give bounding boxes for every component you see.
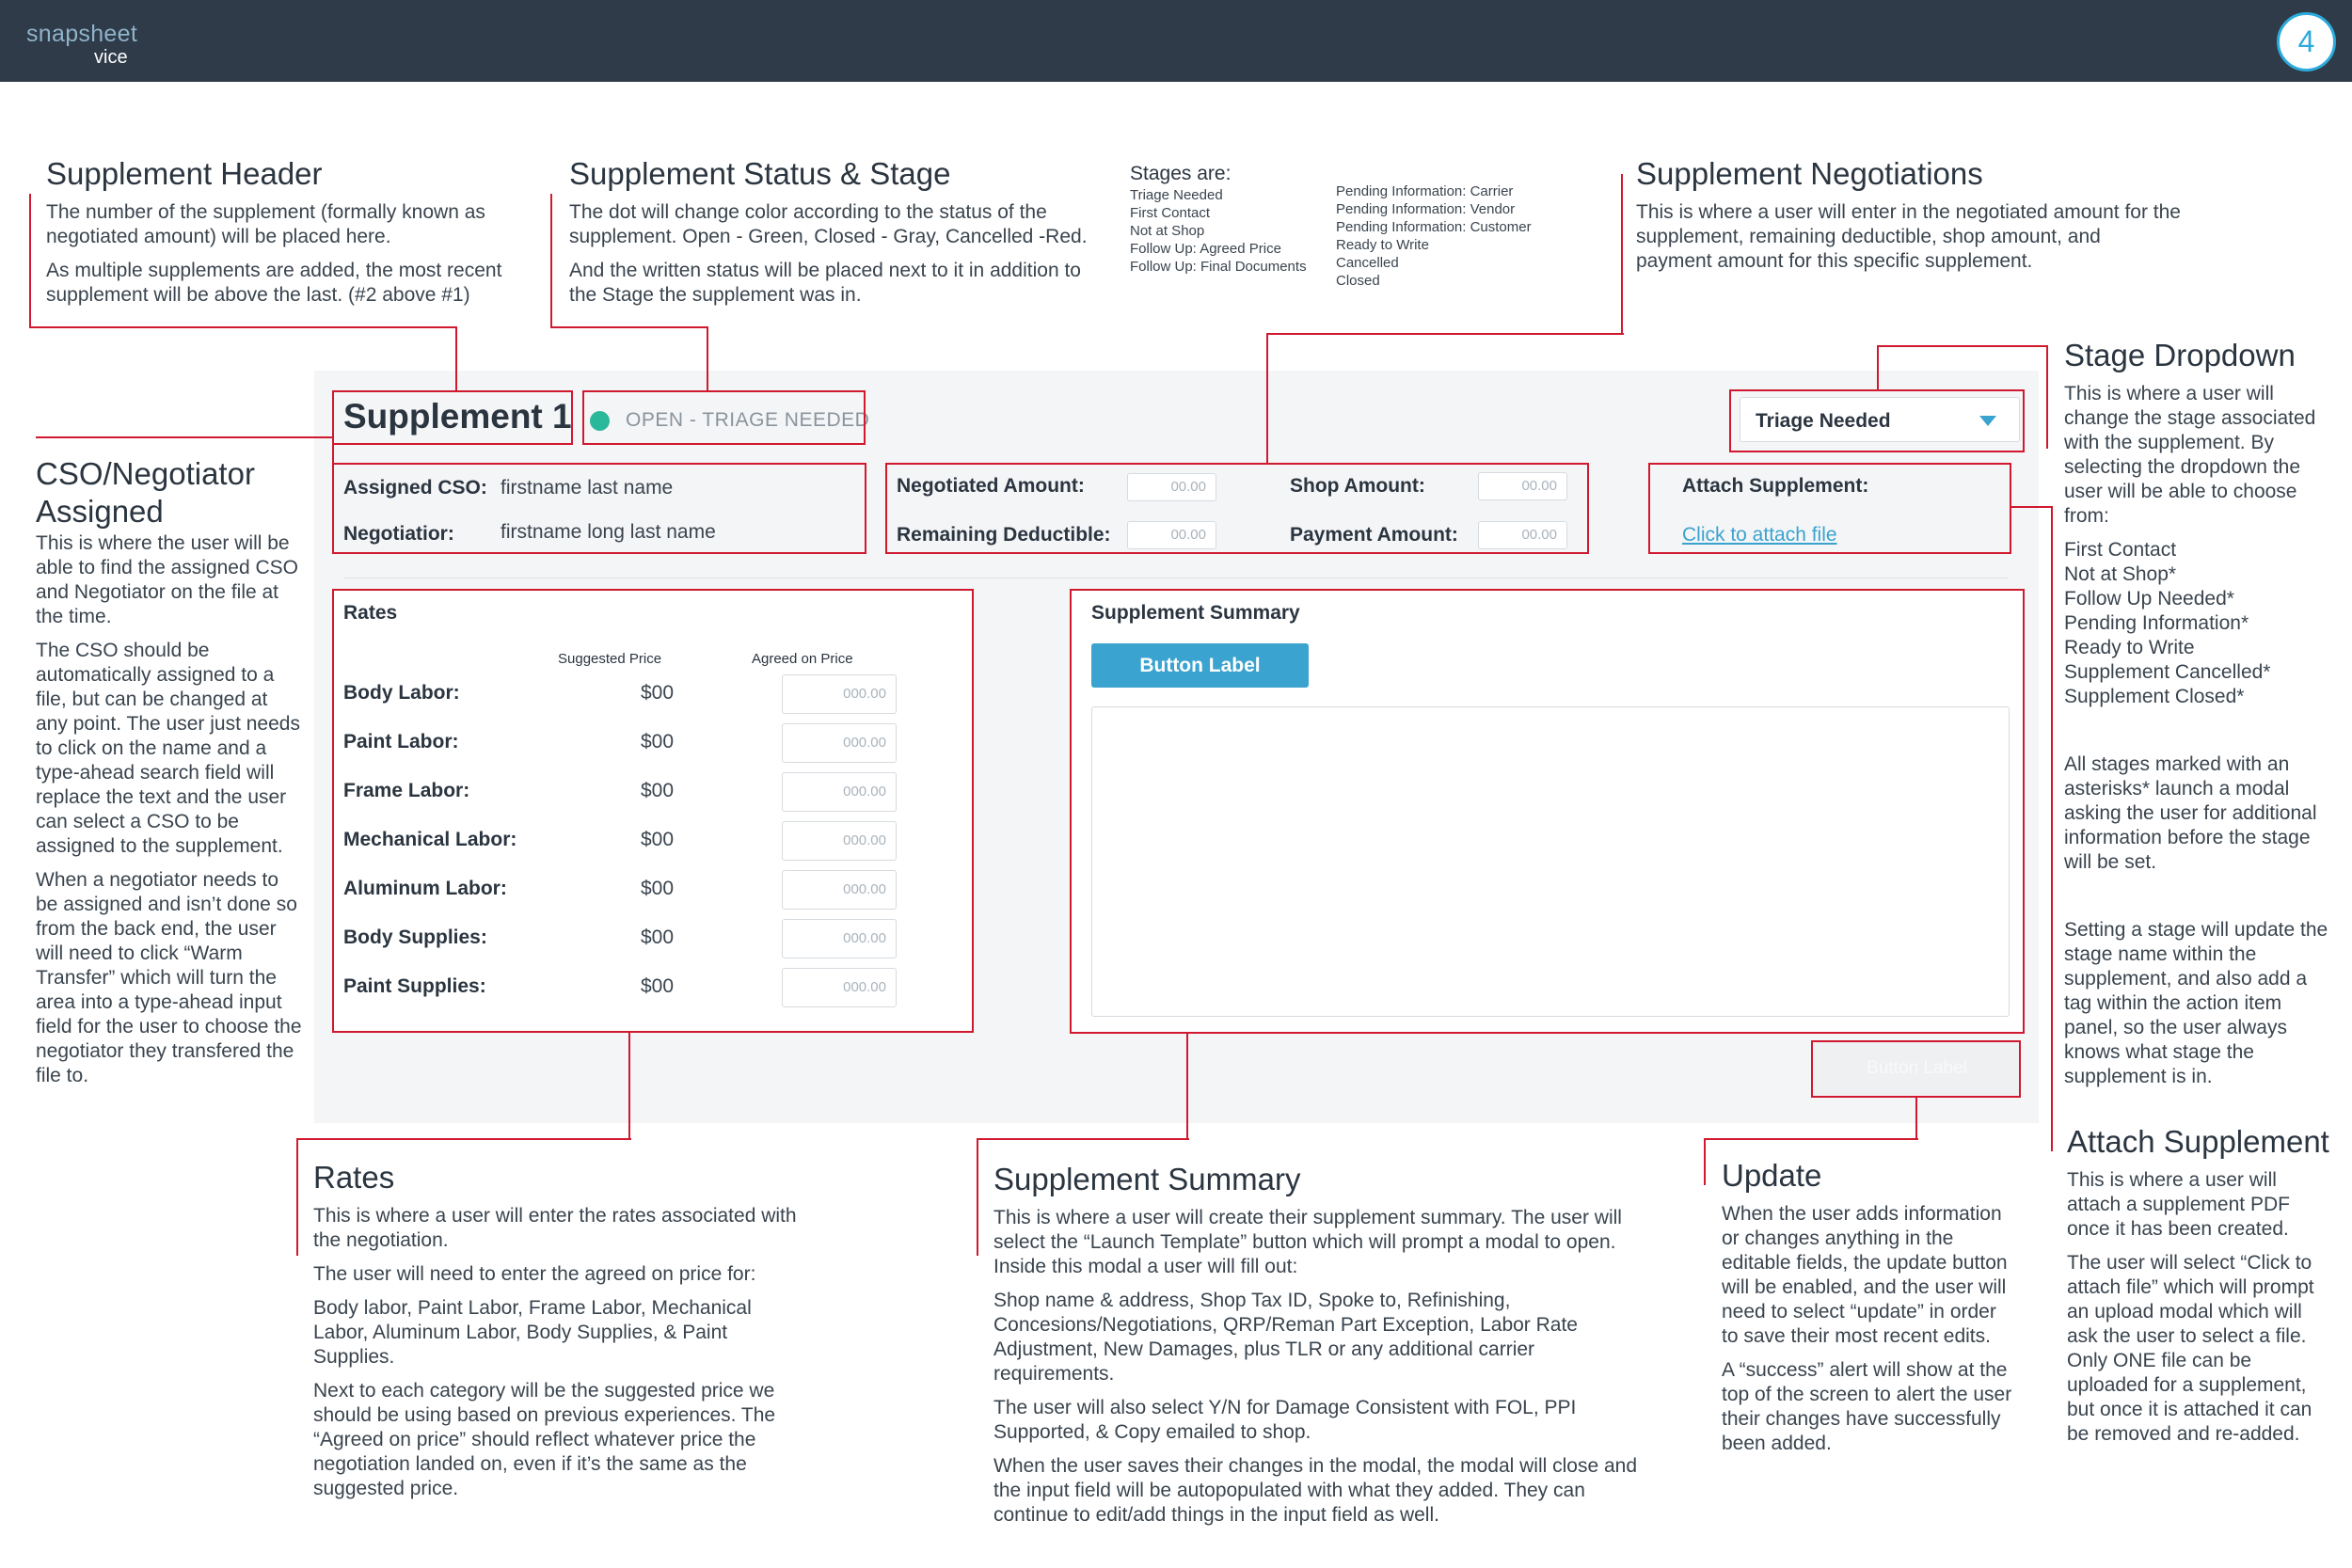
annotation-cso [36,455,304,1088]
agreed-price-input[interactable]: 000.00 [782,723,897,763]
agreed-price-input[interactable]: 000.00 [782,919,897,958]
annotation-text: Shop name & address, Shop Tax ID, Spoke to, Refinishing, Concesions/Negotiations, QRP/Reman Part Exception, Labor Rate Adjustment, New Damages, plus TLR or any additional carrier requirements. [993,1289,1578,1385]
launch-template-button[interactable]: Button Label [1091,643,1309,688]
callout-line [455,327,458,391]
page-number-badge: 4 [2277,12,2336,71]
callout-line [296,1138,631,1256]
suggested-price: $00 [641,927,675,948]
remaining-deductible-input[interactable]: 00.00 [1127,521,1216,549]
stage-option: Follow Up Needed* [2064,587,2234,610]
annotation-title: Update [1722,1158,1822,1193]
stage-item: Not at Shop [1130,223,1205,239]
attach-file-link[interactable]: Click to attach file [1682,524,1837,546]
stage-item: Follow Up: Final Documents [1130,259,1307,275]
rate-label: Aluminum Labor: [343,878,507,899]
highlight-supplement-header [332,390,573,445]
callout-line [36,436,334,506]
status-text: OPEN - TRIAGE NEEDED [626,409,870,431]
payment-amount-label: Payment Amount: [1290,524,1458,546]
annotation-text: This is where a user will enter in the negotiated amount for the supplement, remaining deductible, shop amount, and payment amount for this specific supplement. [1636,200,2181,272]
rate-label: Body Supplies: [343,927,487,948]
highlight-rates [332,589,974,1033]
annotation-title: Attach Supplement [2067,1124,2329,1159]
suggested-price-header: Suggested Price [558,651,662,667]
highlight-summary [1070,589,2025,1034]
rate-label: Mechanical Labor: [343,829,517,850]
annotation-stages-list [1130,163,1563,289]
update-button[interactable]: Button Label [1814,1041,2020,1095]
suggested-price: $00 [641,829,675,850]
stage-option: Not at Shop* [2064,562,2177,585]
agreed-price-input[interactable]: 000.00 [782,821,897,861]
annotation-negotiations [1636,155,2182,274]
stage-option: Supplement Closed* [2064,685,2245,707]
annotation-text: All stages marked with an asterisks* launch a modal asking the user for additional information before the stage will be set. [2064,752,2317,873]
rates-title: Rates [343,602,398,624]
callout-line [1621,174,1624,334]
attach-supplement-label: Attach Supplement: [1682,475,1869,497]
annotation-title: Supplement Summary [993,1162,1301,1196]
negotiated-amount-input[interactable]: 00.00 [1127,473,1216,501]
highlight-status [582,390,866,445]
rate-label: Paint Labor: [343,731,459,752]
stage-item: Cancelled [1336,255,1399,271]
agreed-price-header: Agreed on Price [752,651,853,667]
agreed-price-input[interactable]: 000.00 [782,772,897,812]
annotation-text: This is where a user will enter the rates associated with the negotiation. [313,1204,797,1251]
callout-line [1915,1097,1918,1140]
brand-logo[interactable] [26,21,138,68]
annotation-title: Supplement Header [46,156,323,191]
callout-line [977,1138,1189,1256]
shop-amount-label: Shop Amount: [1290,475,1425,497]
suggested-price: $00 [641,780,675,801]
suggested-price: $00 [641,878,675,899]
annotation-text: The user will also select Y/N for Damage Consistent with FOL, PPI Supported, & Copy emailed to shop. [993,1396,1577,1443]
stage-item: Pending Information: Carrier [1336,183,1514,199]
annotation-text: A “success” alert will show at the top of the screen to alert the user their changes have successfully been added. [1722,1358,2012,1454]
assigned-cso-value[interactable]: firstname last name [501,477,674,499]
annotation-text: The CSO should be automatically assigned to a file, but can be changed at any point. The user just needs to click on the name and a type-ahead search field will replace the text and the user can select a CSO to be assigned to the supplement. [36,640,300,858]
stage-item: Pending Information: Customer [1336,219,1532,235]
annotation-text: Setting a stage will update the stage name within the supplement, and also add a tag within the action item panel, so the user always knows what stage the supplement is in. [2064,918,2328,1087]
annotation-text: This is where a user will create their supplement summary. The user will select the “Launch Template” button which will prompt a modal to open. Inside this modal a user will fill out: [993,1206,1622,1277]
agreed-price-input[interactable]: 000.00 [782,870,897,910]
negotiator-label: Negotiatior: [343,523,454,545]
assigned-cso-label: Assigned CSO: [343,477,487,499]
suggested-price: $00 [641,975,675,997]
annotation-text: When a negotiator needs to be assigned and isn’t done so from the back end, the user will need to click “Warm Transfer” which will turn the area into a type-ahead input field for the user to choose the negotiator they transfered the file to. [36,869,302,1087]
rate-label: Body Labor: [343,682,460,704]
stage-option: First Contact [2064,538,2177,561]
callout-line [1266,333,1269,464]
highlight-negotiations [885,463,1589,554]
negotiated-amount-label: Negotiated Amount: [897,475,1085,497]
callout-line [2010,506,2053,1151]
annotation-attach [2067,1123,2335,1447]
callout-line [707,327,709,391]
agreed-price-input[interactable]: 000.00 [782,674,897,714]
stage-option: Supplement Cancelled* [2064,660,2271,683]
annotation-text: When the user saves their changes in the modal, the modal will close and the input field will be autopopulated with what they added. They can continue to edit/add things in the input field as well. [993,1454,1638,1526]
annotation-update [1722,1157,2013,1456]
stage-option: Pending Information* [2064,611,2249,634]
shop-amount-input[interactable]: 00.00 [1478,472,1567,500]
annotation-title: CSO/Negotiator Assigned [36,456,255,529]
annotation-text: The user will select “Click to attach file” which will prompt an upload modal which will ask the user to select a file. Only ONE file can be uploaded for a supplement, but once it is attached it can be removed and re-added. [2067,1251,2314,1445]
annotation-title: Stage Dropdown [2064,338,2296,372]
highlight-stage-dropdown [1729,389,2025,452]
stage-item: Ready to Write [1336,237,1429,253]
annotation-title: Rates [313,1160,395,1195]
annotation-text: And the written status will be placed next to it in addition to the Stage the supplement was in. [569,259,1081,306]
callout-line [628,1033,631,1139]
callout-line [550,194,708,328]
remaining-deductible-label: Remaining Deductible: [897,524,1111,546]
stage-item: Pending Information: Vendor [1336,201,1516,217]
callout-line [29,194,457,328]
callout-line [1877,345,2048,390]
brand-name: snapsheet [26,21,138,47]
annotation-text: The user will need to enter the agreed on price for: [313,1262,756,1285]
annotation-stage-dropdown [2064,337,2337,1089]
stage-dropdown-value: Triage Needed [1756,410,1891,432]
brand-sub: vice [94,47,128,68]
summary-title: Supplement Summary [1091,602,1300,624]
payment-amount-input[interactable]: 00.00 [1478,521,1567,549]
rate-label: Paint Supplies: [343,975,486,997]
highlight-update [1811,1040,2021,1098]
callout-line [1266,333,1624,336]
agreed-price-input[interactable]: 000.00 [782,968,897,1007]
callout-line [1704,1138,1918,1185]
callout-line [2046,345,2049,449]
stages-list-title: Stages are: [1130,163,1232,184]
callout-line [1186,1033,1189,1139]
top-bar [0,0,2352,82]
highlight-attach [1648,463,2011,554]
annotation-title: Supplement Status & Stage [569,156,951,191]
stage-option: Ready to Write [2064,636,2195,658]
annotation-text: The dot will change color according to the status of the supplement. Open - Green, Closed - Gray, Cancelled -Red. [569,200,1088,247]
suggested-price: $00 [641,682,675,704]
stage-item: Follow Up: Agreed Price [1130,241,1281,257]
annotation-text: This is where the user will be able to find the assigned CSO and Negotiator on the file at the time. [36,532,299,628]
annotation-title: Supplement Negotiations [1636,156,1983,191]
stage-item: Closed [1336,273,1380,289]
annotation-text: When the user adds information or changes anything in the editable fields, the update button will be enabled, and the user will need to select “update” in order to save their most recent edits. [1722,1202,2008,1347]
negotiator-value[interactable]: firstname long last name [501,521,716,543]
annotation-text: Body labor, Paint Labor, Frame Labor, Mechanical Labor, Aluminum Labor, Body Supplies, & Paint Supplies. [313,1296,752,1368]
highlight-cso [332,463,866,554]
annotation-text: This is where a user will change the stage associated with the supplement. By selecting the dropdown the user will be able to choose from: [2064,382,2316,527]
rate-label: Frame Labor: [343,780,470,801]
annotation-text: As multiple supplements are added, the most recent supplement will be above the last. (#2 above #1) [46,259,502,306]
stage-item: Triage Needed [1130,187,1223,203]
suggested-price: $00 [641,731,675,752]
supplement-title: Supplement 1 [343,397,572,436]
annotation-text: Next to each category will be the suggested price we should be using based on previous experiences. The “Agreed on price” should reflect whatever price the negotiation landed on, even if it’s the same as the suggested price. [313,1379,776,1499]
annotation-text: The number of the supplement (formally known as negotiated amount) will be placed here. [46,200,485,247]
annotation-text: This is where a user will attach a supplement PDF once it has been created. [2067,1168,2290,1240]
stage-item: First Contact [1130,205,1211,221]
